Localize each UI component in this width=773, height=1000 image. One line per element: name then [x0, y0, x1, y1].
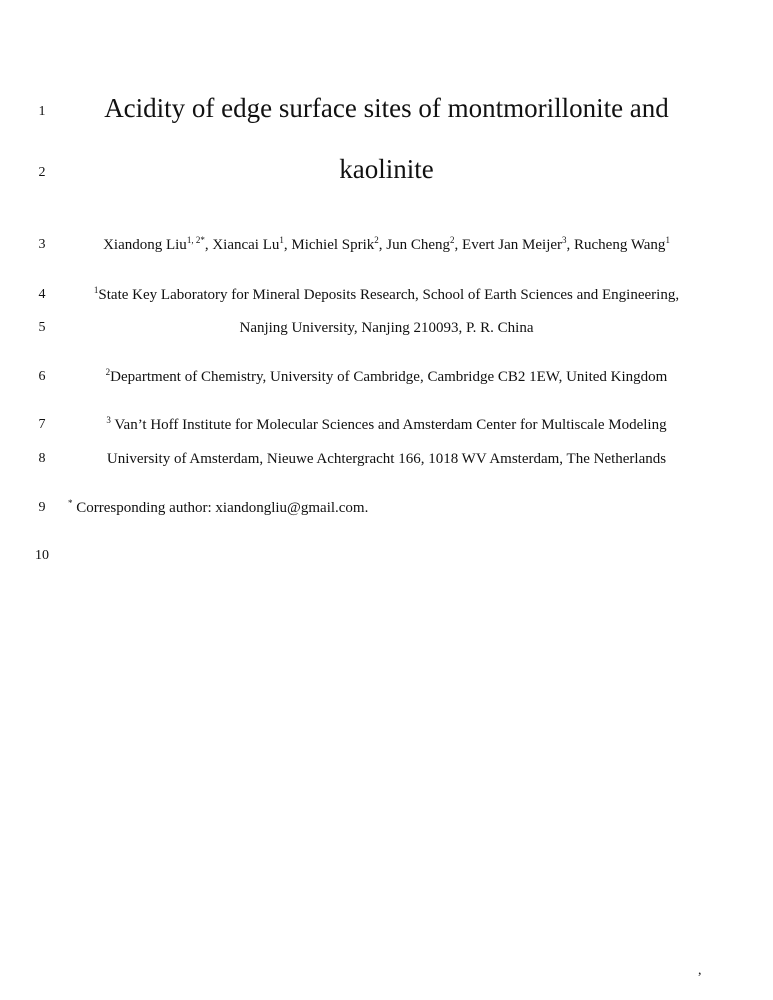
corresponding-mark: *	[68, 498, 73, 508]
line-number-4: 4	[38, 287, 46, 302]
line-number-3: 3	[38, 237, 46, 252]
author-name: Xiancai Lu	[212, 237, 280, 253]
author-name: Xiandong Liu	[103, 237, 187, 253]
affiliation-2	[60, 367, 713, 387]
corresponding-author-text: Corresponding author: xiandongliu@gmail.com.	[72, 500, 369, 516]
author-separator: ,	[204, 237, 213, 253]
line-number-6: 6	[38, 369, 46, 384]
title-line-1: Acidity of edge surface sites of montmorillonite and	[104, 93, 669, 123]
affiliation-3-line-2: University of Amsterdam, Nieuwe Achtergracht 166, 1018 WV Amsterdam, The Netherlands	[106, 451, 667, 467]
corresponding-author	[68, 498, 708, 518]
line-number-2: 2	[38, 165, 46, 180]
author-affiliation-mark: 1, 2*	[186, 235, 205, 245]
line-number-9: 9	[38, 500, 46, 515]
author-name: Jun Cheng	[386, 237, 451, 253]
author-name: Michiel Sprik	[291, 237, 375, 253]
line-number-10: 10	[35, 548, 49, 563]
author-affiliation-mark: 3	[562, 235, 567, 245]
author-separator: ,	[566, 237, 575, 253]
author-affiliation-mark: 1	[279, 235, 284, 245]
line-number-5: 5	[38, 320, 46, 335]
affiliation-1-text: State Key Laboratory for Mineral Deposits Research, School of Earth Sciences and Engineering,	[98, 287, 680, 303]
author-name: Evert Jan Meijer	[462, 237, 563, 253]
author-affiliation-mark: 2	[374, 235, 379, 245]
affiliation-3-mark: 3	[106, 415, 111, 425]
author-name: Rucheng Wang	[574, 237, 666, 253]
author-affiliation-mark: 2	[450, 235, 455, 245]
affiliation-2-mark: 2	[105, 367, 111, 377]
author-separator: ,	[378, 237, 387, 253]
line-number-7: 7	[38, 417, 46, 432]
affiliation-1-line-1	[60, 285, 713, 305]
affiliation-1-mark: 1	[93, 285, 99, 295]
title-line-2: kaolinite	[339, 154, 434, 184]
author-affiliation-mark: 1	[665, 235, 670, 245]
page-mark: ,	[698, 963, 702, 978]
line-number-8: 8	[38, 451, 46, 466]
affiliation-3-text: Van’t Hoff Institute for Molecular Sciences and Amsterdam Center for Multiscale Modeling	[110, 417, 667, 433]
affiliation-1-line-2: Nanjing University, Nanjing 210093, P. R. China	[239, 320, 534, 336]
affiliation-3-line-1	[60, 415, 713, 435]
line-number-1: 1	[38, 104, 46, 119]
affiliation-2-text: Department of Chemistry, University of Cambridge, Cambridge CB2 1EW, United Kingdom	[110, 369, 668, 385]
author-list	[60, 235, 713, 255]
author-separator: ,	[454, 237, 463, 253]
author-separator: ,	[283, 237, 292, 253]
